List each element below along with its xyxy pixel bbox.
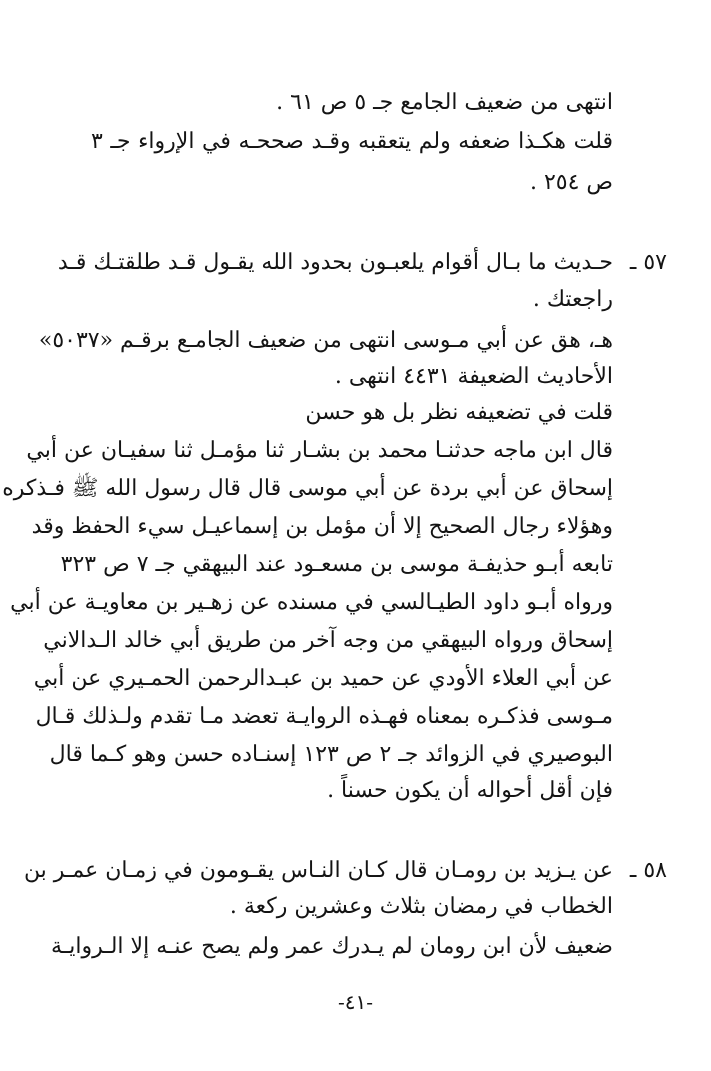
- text-line: قلت في تضعيفه نظر بل هو حسن: [305, 400, 613, 425]
- text-line: إسحاق عن أبي بردة عن أبي موسى قال قال رسول الله ﷺ فـذكره: [2, 476, 613, 501]
- text-line: قال ابن ماجه حدثنـا محمد بن بشـار ثنا مؤمـل ثنا سفيـان عن أبي: [26, 438, 613, 463]
- text-line: ضعيف لأن ابن رومان لم يـدرك عمر ولم يصح عنـه إلا الـروايـة: [51, 934, 613, 959]
- entry-number: ٥٨ ـ: [629, 858, 667, 883]
- text-line: البوصيري في الزوائد جـ ٢ ص ١٢٣ إسنـاده حسن وهو كـما قال: [49, 742, 613, 767]
- text-line: راجعتك .: [532, 287, 613, 312]
- text-line: تابعه أبـو حذيفـة موسى بن مسعـود عند البيهقي جـ ٧ ص ٣٢٣: [60, 552, 613, 577]
- text-line: هـ، هق عن أبي مـوسى انتهى من ضعيف الجامـع برقـم «٥٠٣٧»: [38, 328, 613, 353]
- text-line: الخطاب في رمضان بثلاث وعشرين ركعة .: [229, 894, 613, 919]
- text-line: قلت هكـذا ضعفه ولم يتعقبه وقـد صححـه في الإرواء جـ ٣: [91, 129, 613, 154]
- text-line: انتهى من ضعيف الجامع جـ ٥ ص ٦١ .: [276, 90, 613, 115]
- text-line: مـوسى فذكـره بمعناه فهـذه الروايـة تعضد مـا تقدم ولـذلك قـال: [35, 704, 613, 729]
- entry-number: ٥٧ ـ: [629, 250, 667, 275]
- text-line: عن يـزيد بن رومـان قال كـان النـاس يقـومون في زمـان عمـر بن: [23, 858, 613, 883]
- text-line: فإن أقل أحواله أن يكون حسناً .: [327, 778, 613, 803]
- text-line: ص ٢٥٤ .: [529, 170, 613, 195]
- text-line: إسحاق ورواه البيهقي من وجه آخر من طريق أبي خالد الـدالاني: [43, 628, 613, 653]
- text-line: حـديث ما بـال أقوام يلعبـون بحدود الله يقـول قـد طلقتـك قـد: [57, 250, 613, 275]
- page-number: -٤١-: [337, 990, 373, 1014]
- text-line: ورواه أبـو داود الطيـالسي في مسنده عن زهـير بن معاويـة عن أبي: [10, 590, 613, 615]
- text-line: عن أبي العلاء الأودي عن حميد بن عبـدالرحمن الحمـيري عن أبي: [33, 666, 613, 691]
- text-line: الأحاديث الضعيفة ٤٤٣١ انتهى .: [334, 364, 613, 389]
- text-line: وهؤلاء رجال الصحيح إلا أن مؤمل بن إسماعيـل سيء الحفظ وقد: [31, 514, 613, 539]
